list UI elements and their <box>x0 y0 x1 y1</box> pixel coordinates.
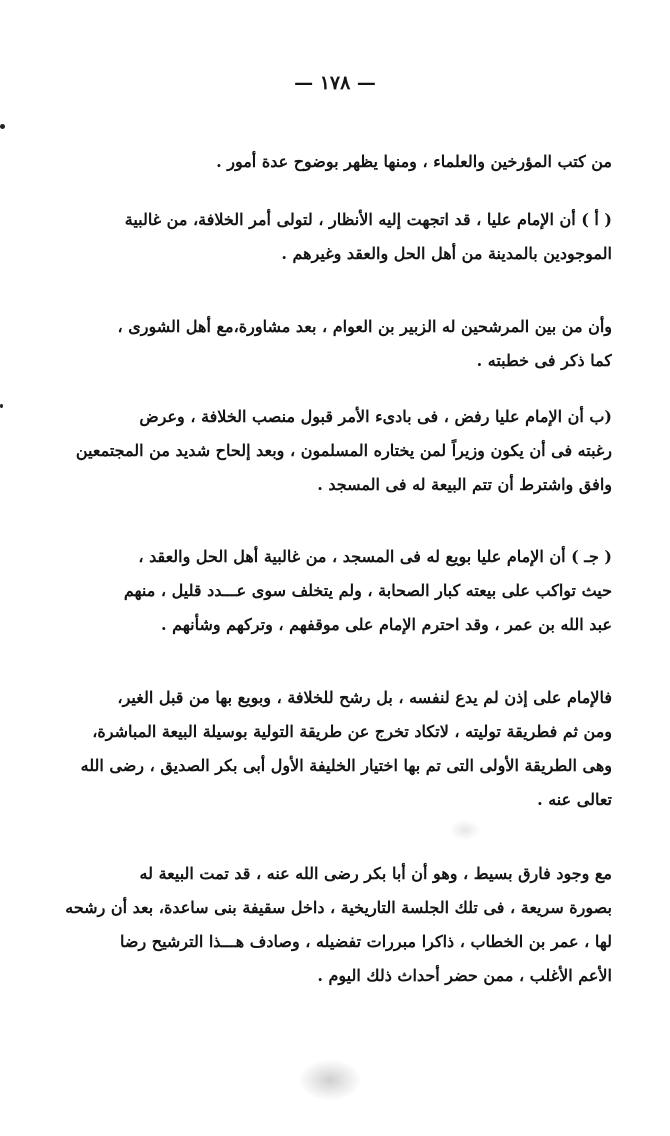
text-line: ( أ ) أن الإمام عليا ، قد اتجهت إليه الأنظار ، لتولى أمر الخلافة، من غالبية <box>124 210 612 229</box>
text-line: كما ذكر فى خطبته . <box>476 351 612 370</box>
text-line: وهى الطريقة الأولى التى تم بها اختيار الخليفة الأول أبى بكر الصديق ، رضى الله <box>80 756 612 775</box>
text-line: الأعم الأغلب ، ممن حضر أحداث ذلك اليوم . <box>317 966 612 985</box>
scan-speck <box>0 404 3 408</box>
text-line: وأن من بين المرشحين له الزبير بن العوام ، بعد مشاورة،مع أهل الشورى ، <box>117 317 612 336</box>
text-line: حيث تواكب على بيعته كبار الصحابة ، ولم يتخلف سوى عـــدد قليل ، منهم <box>123 581 612 600</box>
scan-smudge <box>450 820 480 840</box>
paragraph-zubair <box>52 310 612 378</box>
text-line: فالإمام على إذن لم يدع لنفسه ، بل رشح للخلافة ، وبويع بها من قبل الغير، <box>117 688 612 707</box>
text-line: من كتب المؤرخين والعلماء ، ومنها يظهر بوضوح عدة أمور . <box>216 152 612 171</box>
paragraph-point-b <box>52 400 612 502</box>
text-line: (ب أن الإمام عليا رفض ، فى بادىء الأمر قبول منصب الخلافة ، وعرض <box>139 407 612 426</box>
paragraph-difference <box>52 857 612 993</box>
scan-smudge <box>300 1060 360 1100</box>
paragraph-point-a <box>52 203 612 271</box>
text-line: وافق واشترط أن تتم البيعة له فى المسجد . <box>317 475 612 494</box>
text-line: لها ، عمر بن الخطاب ، ذاكرا مبررات تفضيله ، وصادف هـــذا الترشيح رضا <box>119 932 612 951</box>
text-line: رغبته فى أن يكون وزيراً لمن يختاره المسلمون ، وبعد إلحاح شديد من المجتمعين <box>75 441 612 460</box>
scan-speck <box>0 124 5 129</box>
text-line: مع وجود فارق بسيط ، وهو أن أبا بكر رضى الله عنه ، قد تمت البيعة له <box>139 864 612 883</box>
page-number: — ١٧٨ — <box>294 72 376 94</box>
paragraph-point-c <box>52 540 612 642</box>
text-line: تعالى عنه . <box>537 790 612 809</box>
text-line: بصورة سريعة ، فى تلك الجلسة التاريخية ، داخل سقيفة بنى ساعدة، بعد أن رشحه <box>65 898 612 917</box>
paragraph-intro <box>52 145 612 179</box>
text-line: عبد الله بن عمر ، وقد احترم الإمام على موقفهم ، وتركهم وشأنهم . <box>160 615 612 634</box>
text-line: ومن ثم فطريقة توليته ، لاتكاد تخرج عن طريقة التولية بوسيلة البيعة المباشرة، <box>92 722 612 741</box>
paragraph-conclusion <box>52 681 612 817</box>
text-line: ( جـ ) أن الإمام عليا بويع له فى المسجد ، من غالبية أهل الحل والعقد ، <box>138 547 612 566</box>
text-line: الموجودين بالمدينة من أهل الحل والعقد وغيرهم . <box>281 244 612 263</box>
